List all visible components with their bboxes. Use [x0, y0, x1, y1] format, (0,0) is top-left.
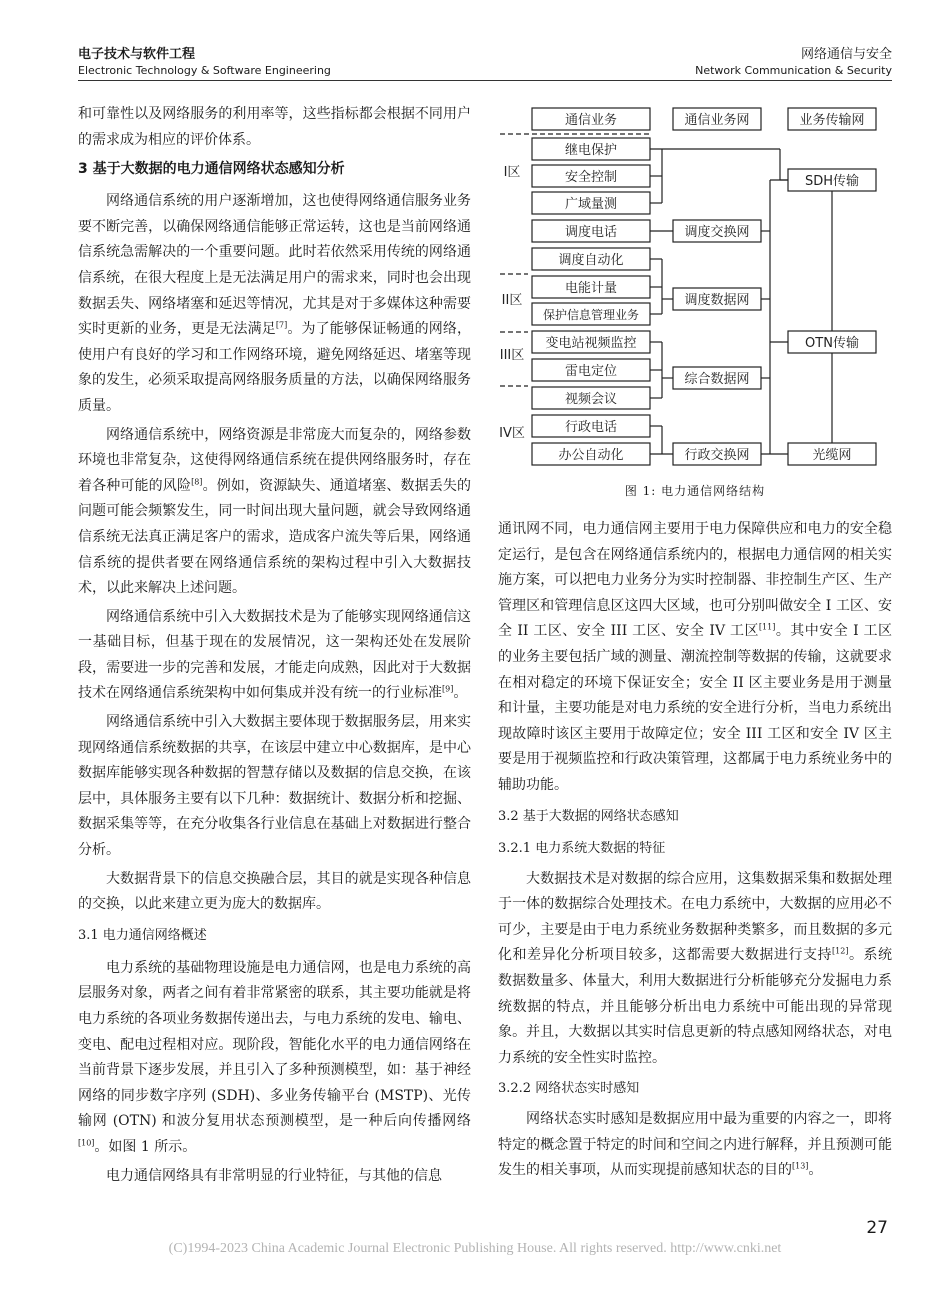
citation: [13] [792, 1161, 809, 1171]
service-label: 办公自动化 [558, 448, 624, 463]
paragraph: 网络通信系统中引入大数据主要体现于数据服务层，用来实现网络通信系统数据的共享，在该层中建立中心数据库，是中心数据库能够实现各种数据的智慧存储以及数据的信息交换，在该层中，具体服务主要有以下几种：数据统计、数据分析和挖掘、数据采集等等，在充分收集各行业信息在基础上对数据进行整合分析。 [78, 714, 471, 859]
network-structure-diagram [498, 104, 892, 476]
citation: [8] [191, 477, 203, 487]
transport-label: SDH传输 [804, 174, 860, 189]
left-column [78, 102, 471, 1192]
service-label: 雷电定位 [564, 364, 618, 379]
copyright-footer: (C)1994-2023 China Academic Journal Electronic Publishing House. All rights reserved. http://www.cnki.net [168, 1241, 782, 1256]
zone-label: II区 [501, 293, 523, 308]
service-label: 广域量测 [564, 197, 618, 212]
header-label: 业务传输网 [799, 113, 865, 128]
paragraph: 电力通信网络具有非常明显的行业特征，与其他的信息 [106, 1167, 442, 1184]
citation: [9] [442, 684, 454, 694]
service-label: 继电保护 [564, 143, 618, 158]
service-label: 变电站视频监控 [545, 336, 637, 351]
citation: [11] [758, 622, 776, 632]
subsubsection-heading: 3.2.2 网络状态实时感知 [498, 1081, 640, 1097]
service-label: 调度电话 [564, 225, 618, 240]
header-label: 通信业务 [564, 113, 618, 128]
service-label: 调度自动化 [558, 253, 624, 268]
zone-label: I区 [503, 165, 521, 180]
paragraph: 网络通信系统中，网络资源是非常庞大而复杂的，网络参数环境也非常复杂，这使得网络通信系统在提供网络服务时，存在着各种可能的风险[8]。例如，资源缺失、通道堵塞、数据丢失的问题可能会频繁发生，同一时间出现大量问题，就会导致网络通信系统无法真正满足客户的需求，造成客户流失等后果，网络通信系统的提供者要在网络通信系统的架构过程中引入大数据技术，以此来解决上述问题。 [78, 426, 472, 597]
paragraph: 网络通信系统的用户逐渐增加，这也使得网络通信服务业务要不断完善，以确保网络通信能够正常运转，这也是当前网络通信系统急需解决的一个重要问题。此时若依然采用传统的网络通信系统，在很大程度上是无法满足用户的需求来，同时也会出现数据丢失、网络堵塞和延迟等情况，尤其是对于多媒体这种需要实时更新的业务，更是无法满足[7]。为了能够保证畅通的网络，使用户有良好的学习和工作网络环境，避免网络延迟、堵塞等现象的发生，必须采取提高网络服务质量的方法，以确保网络服务质量。 [78, 193, 472, 414]
citation: [10] [78, 1138, 95, 1148]
network-label: 综合数据网 [684, 372, 750, 387]
subsection-heading: 3.2 基于大数据的网络状态感知 [498, 808, 679, 824]
running-header-left [78, 47, 331, 78]
citation: [7] [275, 320, 288, 330]
figure-1 [498, 104, 892, 504]
figure-caption: 图 1: 电力通信网络结构 [624, 484, 766, 498]
paragraph: 网络通信系统中引入大数据技术是为了能够实现网络通信这一基础目标，但基于现在的发展情况，这一架构还处在发展阶段，需要进一步的完善和发展，才能走向成熟，因此对于大数据技术在网络通信系统架构中如何集成并没有统一的行业标准[9]。 [78, 608, 471, 702]
zone-label: III区 [499, 348, 525, 363]
right-column [498, 517, 892, 1187]
journal-title-cn: 电子技术与软件工程 [78, 47, 196, 62]
paragraph: 网络状态实时感知是数据应用中最为重要的内容之一，即将特定的概念置于特定的时间和空间之内进行解释，并且预测可能发生的相关事项，从而实现提前感知状态的目的[13]。 [498, 1111, 892, 1179]
paragraph: 通讯网不同，电力通信网主要用于电力保障供应和电力的安全稳定运行，是包含在网络通信系统内的，根据电力通信网的相关实施方案，可以把电力业务分为实时控制器、非控制生产区、生产管理区和管理信息区这四大区域，也可分别叫做安全 I 工区、安全 II 工区、安全 III 工区、安全 IV 工区[11]。其中安全 I 工区的业务主要包括广域的测量、潮流控制等数据的传输，这就要求在相对稳定的环境下保证安全；安全 II 区主要业务是用于测量和计量，主要功能是对电力系统的安全进行分析，当电力系统出现故障时该区主要用于故障定位；安全 III 工区和安全 IV 区主要是用于视频监控和行政决策管理，这都属于电力系统业务中的辅助功能。 [498, 521, 892, 793]
header-rule [78, 80, 892, 81]
citation: [12] [832, 946, 849, 956]
network-label: 行政交换网 [684, 448, 750, 463]
page-number: 27 [866, 1218, 888, 1238]
header-label: 通信业务网 [684, 113, 750, 128]
section-heading: 3 基于大数据的电力通信网络状态感知分析 [78, 161, 345, 178]
service-label: 安全控制 [564, 170, 618, 185]
running-header-right [695, 47, 892, 78]
network-boxes [673, 220, 761, 465]
service-label: 行政电话 [564, 420, 618, 435]
subsection-heading: 3.1 电力通信网络概述 [78, 927, 207, 943]
zone-label: IV区 [499, 426, 525, 441]
transport-label: OTN传输 [805, 336, 859, 351]
paragraph: 大数据背景下的信息交换融合层，其目的就是实现各种信息的交换，以此来建立更为庞大的数据库。 [78, 870, 471, 913]
section-title-en: Network Communication & Security [695, 64, 892, 77]
service-label: 保护信息管理业务 [542, 308, 640, 322]
transport-label: 光缆网 [812, 448, 852, 463]
service-label: 视频会议 [564, 392, 618, 407]
paragraph: 电力系统的基础物理设施是电力通信网，也是电力系统的高层服务对象，两者之间有着非常紧密的联系，其主要功能就是将电力系统的各项业务数据传递出去，与电力系统的发电、输电、变电、配电过程相对应。现阶段，智能化水平的电力通信网络在当前背景下逐步发展，并且引入了多种预测模型，如：基于神经网络的同步数字序列 (SDH)、多业务传输平台 (MSTP)、光传输网 (OTN) 和波分复用状态预测模型，是一种后向传播网络[10]。如图 1 所示。 [78, 959, 471, 1155]
section-title-cn: 网络通信与安全 [800, 47, 892, 62]
network-label: 调度交换网 [684, 225, 750, 240]
journal-title-en: Electronic Technology & Software Engineering [78, 64, 331, 77]
network-label: 调度数据网 [684, 293, 750, 308]
service-label: 电能计量 [564, 281, 618, 296]
service-boxes [532, 138, 650, 465]
paragraph: 大数据技术是对数据的综合应用，这集数据采集和数据处理于一体的数据综合处理技术。在电力系统中，大数据的应用必不可少，主要是由于电力系统业务数据种类繁多，而且数据的多元化和差异化分析项目较多，这都需要大数据进行支持[12]。系统数据数量多、体量大，利用大数据进行分析能够充分发掘电力系统数据的特点，并且能够分析出电力系统中可能出现的异常现象。并且，大数据以其实时信息更新的特点感知网络状态，对电力系统的安全性实时监控。 [498, 870, 893, 1066]
subsubsection-heading: 3.2.1 电力系统大数据的特征 [498, 840, 666, 856]
paragraph: 和可靠性以及网络服务的利用率等，这些指标都会根据不同用户的需求成为相应的评价体系。 [78, 106, 471, 148]
